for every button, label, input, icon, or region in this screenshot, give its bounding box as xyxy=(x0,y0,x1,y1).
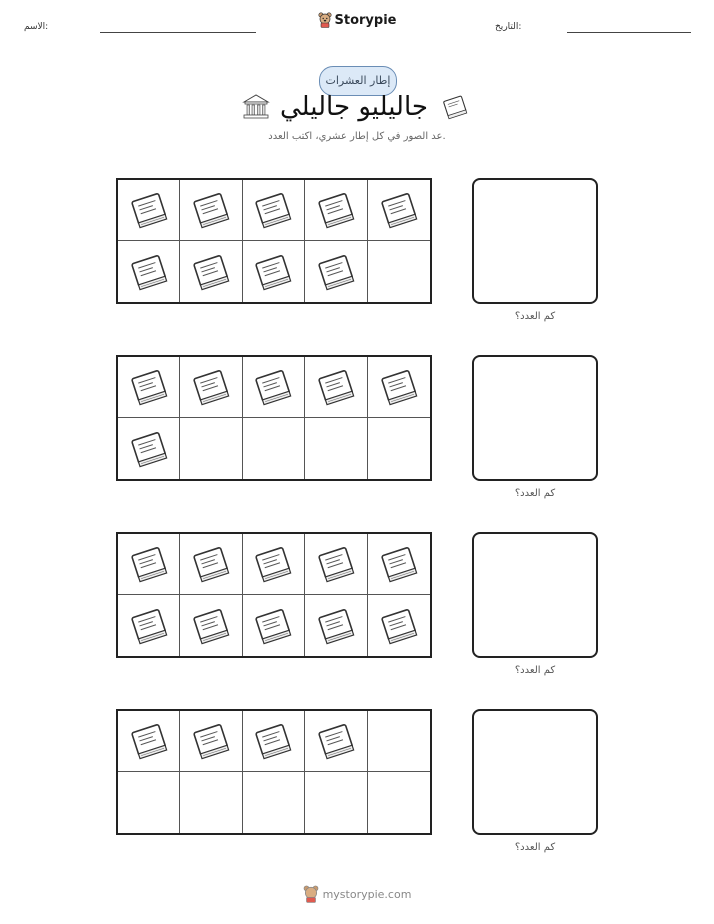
ten-frame-cell xyxy=(180,418,242,479)
book-icon xyxy=(376,189,422,231)
ten-frame-cell xyxy=(368,241,430,302)
book-icon xyxy=(313,189,359,231)
book-icon xyxy=(188,366,234,408)
answer-box[interactable] xyxy=(472,532,598,658)
book-icon xyxy=(126,543,172,585)
date-line[interactable] xyxy=(567,32,691,33)
brand-name: Storypie xyxy=(334,12,397,28)
footer-url[interactable]: mystorypie.com xyxy=(322,887,412,901)
book-icon xyxy=(438,93,472,121)
ten-frame-cell xyxy=(180,711,242,772)
book-icon xyxy=(250,366,296,408)
footer xyxy=(0,885,714,903)
ten-frame-cell xyxy=(305,772,367,833)
ten-frame xyxy=(116,178,432,304)
ten-frame-cell xyxy=(243,711,305,772)
book-icon xyxy=(250,720,296,762)
book-icon xyxy=(376,605,422,647)
ten-frame-cell xyxy=(118,180,180,241)
ten-frame-cell xyxy=(368,595,430,656)
ten-frame-cell xyxy=(118,595,180,656)
page-title: جاليليو جاليلي xyxy=(280,92,428,122)
ten-frame-cell xyxy=(305,418,367,479)
ten-frame-cell xyxy=(368,357,430,418)
answer-box[interactable] xyxy=(472,355,598,481)
ten-frame xyxy=(116,709,432,835)
book-icon xyxy=(126,189,172,231)
answer-box[interactable] xyxy=(472,178,598,304)
book-icon xyxy=(313,543,359,585)
ten-frame-cell xyxy=(118,772,180,833)
ten-frame-cell xyxy=(243,595,305,656)
ten-frame-cell xyxy=(368,711,430,772)
ten-frame-cell xyxy=(243,241,305,302)
answer-box[interactable] xyxy=(472,709,598,835)
book-icon xyxy=(188,189,234,231)
book-icon xyxy=(126,428,172,470)
book-icon xyxy=(313,366,359,408)
book-icon xyxy=(250,605,296,647)
book-icon xyxy=(376,543,422,585)
book-icon xyxy=(188,605,234,647)
ten-frame-cell xyxy=(305,357,367,418)
ten-frame-cell xyxy=(118,534,180,595)
bear-logo-icon xyxy=(318,12,332,28)
ten-frame-cell xyxy=(243,180,305,241)
name-line[interactable] xyxy=(100,32,256,33)
ten-frame-cell xyxy=(368,534,430,595)
ten-frame-cell xyxy=(305,534,367,595)
ten-frame-cell xyxy=(243,357,305,418)
name-label: الاسم: xyxy=(24,22,49,32)
book-icon xyxy=(126,366,172,408)
book-icon xyxy=(126,605,172,647)
ten-frame-cell xyxy=(368,418,430,479)
book-icon xyxy=(250,189,296,231)
ten-frame-cell xyxy=(118,357,180,418)
ten-frame-cell xyxy=(243,534,305,595)
ten-frame-cell xyxy=(305,711,367,772)
ten-frame-cell xyxy=(368,180,430,241)
ten-frame-cell xyxy=(118,711,180,772)
book-icon xyxy=(313,605,359,647)
book-icon xyxy=(188,720,234,762)
ten-frame-cell xyxy=(368,772,430,833)
book-icon xyxy=(126,720,172,762)
ten-frame xyxy=(116,532,432,658)
ten-frame xyxy=(116,355,432,481)
bear-logo-icon xyxy=(303,885,319,903)
ten-frame-cell xyxy=(118,241,180,302)
count-prompt: كم العدد؟ xyxy=(514,311,556,322)
museum-icon xyxy=(242,94,270,120)
ten-frame-cell xyxy=(180,180,242,241)
ten-frame-cell xyxy=(180,595,242,656)
book-icon xyxy=(376,366,422,408)
ten-frame-cell xyxy=(305,595,367,656)
count-prompt: كم العدد؟ xyxy=(514,842,556,853)
book-icon xyxy=(313,720,359,762)
book-icon xyxy=(126,251,172,293)
date-label: التاريخ: xyxy=(495,22,522,32)
count-prompt: كم العدد؟ xyxy=(514,665,556,676)
brand-logo xyxy=(0,12,714,28)
ten-frame-cell xyxy=(180,534,242,595)
book-icon xyxy=(313,251,359,293)
book-icon xyxy=(188,543,234,585)
ten-frame-cell xyxy=(243,418,305,479)
ten-frame-cell xyxy=(180,241,242,302)
book-icon xyxy=(188,251,234,293)
instructions: عد الصور في كل إطار عشري، اكتب العدد. xyxy=(268,131,446,142)
ten-frame-cell xyxy=(180,772,242,833)
ten-frame-cell xyxy=(180,357,242,418)
count-prompt: كم العدد؟ xyxy=(514,488,556,499)
page-title-row xyxy=(0,92,714,122)
ten-frame-cell xyxy=(305,180,367,241)
topic-badge: إطار العشرات xyxy=(319,66,397,96)
ten-frame-cell xyxy=(243,772,305,833)
book-icon xyxy=(250,251,296,293)
ten-frame-cell xyxy=(118,418,180,479)
book-icon xyxy=(250,543,296,585)
ten-frame-cell xyxy=(305,241,367,302)
